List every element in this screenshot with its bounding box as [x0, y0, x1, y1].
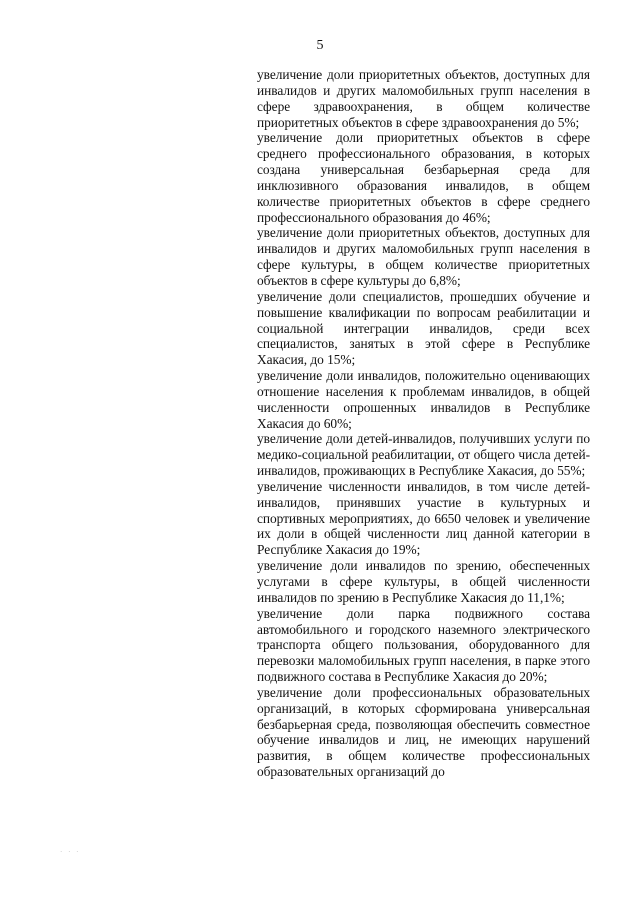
- paragraph-public-attitude: увеличение доли инвалидов, положительно оценивающих отношение населения к проблемам инвалидов, в общей численности опрошенных инвалидов в Республике Хакасия до 60%;: [257, 368, 590, 431]
- paragraph-inclusive-organizations: увеличение доли профессиональных образовательных организаций, в которых сформирована универсальная безбарьерная среда, позволяющая обеспечить совместное обучение инвалидов и лиц, не имеющих нарушений развития, в общем количестве профессиональных образовательных организаций до: [257, 684, 590, 780]
- scan-noise: · · ·: [60, 848, 81, 856]
- paragraph-cultural-sports-events: увеличение численности инвалидов, в том числе детей-инвалидов, принявших участие в культурных и спортивных мероприятиях, до 6650 человек и увеличение их доли в общей численности лиц данной категории в Республике Хакасия до 19%;: [257, 478, 590, 558]
- document-body: [257, 67, 590, 780]
- paragraph-transport-fleet: увеличение доли парка подвижного состава автомобильного и городского наземного электрического транспорта общего пользования, оборудованного для перевозки маломобильных групп населения, в парке этого подвижного состава в Республике Хакасия до 20%;: [257, 605, 590, 685]
- page-number: 5: [316, 38, 324, 53]
- paragraph-culture-objects: увеличение доли приоритетных объектов, доступных для инвалидов и других маломобильных групп населения в сфере культуры, в общем количестве приоритетных объектов в сфере культуры до 6,8%;: [257, 225, 590, 288]
- paragraph-vocational-education-objects: увеличение доли приоритетных объектов в сфере среднего профессионального образования, в которых создана универсальная безбарьерная среда для инклюзивного образования инвалидов, в общем количестве приоритетных объектов в сфере среднего профессионального образования до 46%;: [257, 130, 590, 225]
- paragraph-children-rehabilitation: увеличение доли детей-инвалидов, получивших услуги по медико-социальной реабилитации, от общего числа детей-инвалидов, проживающих в Республике Хакасия, до 55%;: [257, 431, 590, 479]
- paragraph-visually-impaired-services: увеличение доли инвалидов по зрению, обеспеченных услугами в сфере культуры, в общей численности инвалидов по зрению в Республике Хакасия до 11,1%;: [257, 558, 590, 605]
- paragraph-healthcare-objects: увеличение доли приоритетных объектов, доступных для инвалидов и других маломобильных групп населения в сфере здравоохранения, в общем количестве приоритетных объектов в сфере здравоохранения до 5%;: [257, 67, 590, 130]
- paragraph-specialists-training: увеличение доли специалистов, прошедших обучение и повышение квалификации по вопросам реабилитации и социальной интеграции инвалидов, среди всех специалистов, занятых в этой сфере в Республике Хакасия, до 15%;: [257, 288, 590, 368]
